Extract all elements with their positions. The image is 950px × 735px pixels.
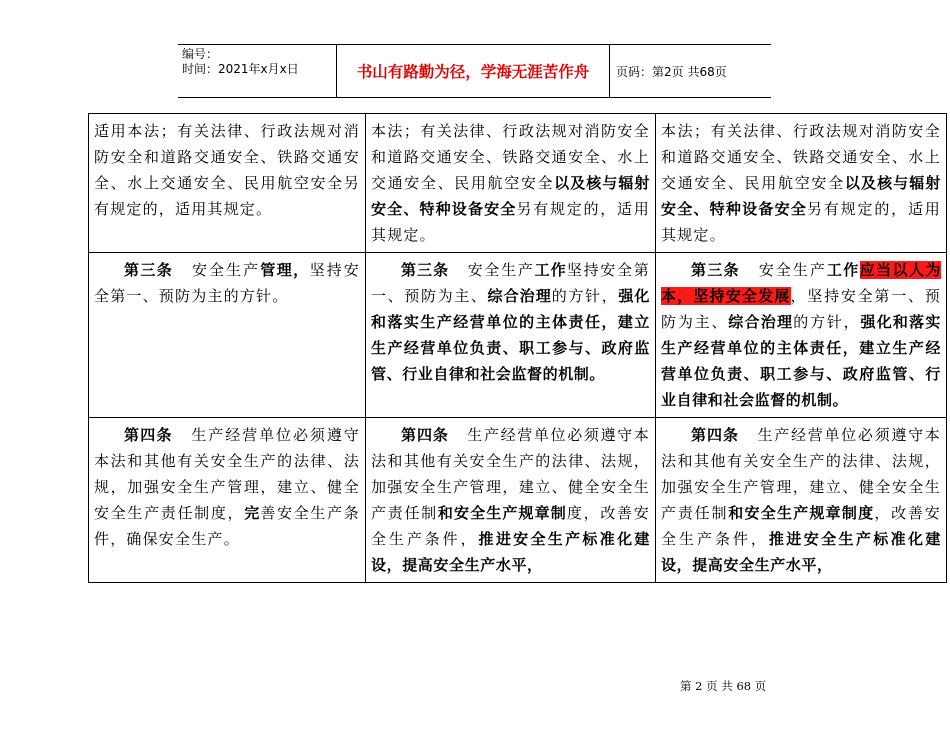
bold-text: 以及核与辐射安全、特种设备安全 bbox=[661, 174, 942, 218]
bold-text: 综合治理 bbox=[728, 313, 794, 331]
header-motto: 书山有路勤为径，学海无涯苦作舟 bbox=[336, 45, 609, 97]
cell-text: 安全生产 bbox=[191, 261, 261, 279]
comparison-table bbox=[88, 113, 947, 583]
page-footer: 第 2 页 共 68 页 bbox=[680, 679, 767, 693]
cell-text: 坚持安全第一、预防为主的方针。 bbox=[94, 261, 360, 305]
bold-text: 综合治理 bbox=[487, 287, 552, 305]
cell-text: 安全生产 bbox=[757, 261, 827, 279]
bold-text: 强化和落实生产经营单位的主体责任，建立生产经营单位负责、职工参与、政府监管、行业自律和社会监督的机制。 bbox=[371, 287, 650, 383]
cell-text: 生产经营单位必须遵守本法和其他有关安全生产的法律、法规，加强安全生产管理，建立、健全安全生产责任制度， bbox=[94, 426, 360, 522]
cell-text: 安全生产 bbox=[467, 261, 535, 279]
bold-text: 强化和落实生产经营单位的主体责任，建立生产经营单位负责、职工参与、政府监管、行业自律和社会监督的机制。 bbox=[661, 313, 941, 409]
article-number: 第四条 bbox=[124, 426, 173, 444]
bold-text: 完 bbox=[244, 504, 261, 522]
table-row bbox=[89, 253, 947, 418]
table-cell bbox=[89, 114, 366, 253]
article-number: 第四条 bbox=[401, 426, 449, 444]
table-cell bbox=[656, 253, 947, 418]
cell-text: 适用本法；有关法律、行政法规对消防安全和道路交通安全、铁路交通安全、水上交通安全、民用航空安全另有规定的，适用其规定。 bbox=[94, 122, 360, 218]
cell-text: 生产经营单位必须遵守本法和其他有关安全生产的法律、法规，加强安全生产管理，建立、健全安全生产责任制 bbox=[371, 426, 650, 522]
header-meta bbox=[178, 45, 336, 97]
cell-text: 坚持安全第一、预防为主、 bbox=[371, 261, 650, 305]
bold-text: 以及核与辐射安全、特种设备安全 bbox=[371, 174, 651, 218]
table-cell bbox=[89, 253, 366, 418]
cell-text: 另有规定的，适用其规定。 bbox=[371, 200, 651, 244]
table-row bbox=[89, 114, 947, 253]
cell-text: 善安全生产条件，确保安全生产。 bbox=[94, 504, 360, 548]
cell-text: ，坚持安全第一、预防为主、 bbox=[661, 287, 941, 331]
header-page-label: 页码：第2页 共68页 bbox=[609, 45, 771, 97]
cell-text: 的方针， bbox=[793, 313, 861, 331]
bold-text: 工作 bbox=[534, 261, 567, 279]
time-label: 时间：2021年x月x日 bbox=[182, 62, 299, 76]
cell-text: 度，改善安全生产条件， bbox=[371, 504, 650, 548]
table-cell bbox=[366, 418, 656, 583]
number-label: 编号： bbox=[182, 47, 219, 61]
table-cell bbox=[656, 114, 947, 253]
cell-text: 另有规定的，适用其规定。 bbox=[661, 200, 942, 244]
cell-text: 生产经营单位必须遵守本法和其他有关安全生产的法律、法规，加强安全生产管理，建立、健全安全生产责任制 bbox=[661, 426, 941, 522]
table-cell bbox=[366, 114, 656, 253]
article-number: 第四条 bbox=[691, 426, 740, 444]
highlighted-text: 应当以人为本，坚持安全发展 bbox=[661, 261, 941, 305]
bold-text: 推进安全生产标准化建设，提高安全生产水平， bbox=[371, 530, 650, 574]
bold-text: 推进安全生产标准化建设，提高安全生产水平， bbox=[661, 530, 941, 574]
cell-text: ，改善安全生产条件， bbox=[661, 504, 941, 548]
page-header bbox=[178, 44, 771, 98]
table-cell bbox=[366, 253, 656, 418]
cell-text: 的方针， bbox=[551, 287, 619, 305]
bold-text: 和安全生产规章制 bbox=[437, 504, 567, 522]
article-number: 第三条 bbox=[401, 261, 450, 279]
table-cell bbox=[656, 418, 947, 583]
table-cell bbox=[89, 418, 366, 583]
article-number: 第三条 bbox=[124, 261, 174, 279]
article-number: 第三条 bbox=[691, 261, 740, 279]
cell-text: 本法；有关法律、行政法规对消防安全和道路交通安全、铁路交通安全、水上交通安全、民用航空安全 bbox=[371, 122, 650, 192]
table-row bbox=[89, 418, 947, 583]
bold-text: 和安全生产规章制度 bbox=[728, 504, 875, 522]
bold-text: 工作 bbox=[826, 261, 860, 279]
bold-text: 管理， bbox=[260, 261, 310, 279]
cell-text: 本法；有关法律、行政法规对消防安全和道路交通安全、铁路交通安全、水上交通安全、民用航空安全 bbox=[661, 122, 941, 192]
